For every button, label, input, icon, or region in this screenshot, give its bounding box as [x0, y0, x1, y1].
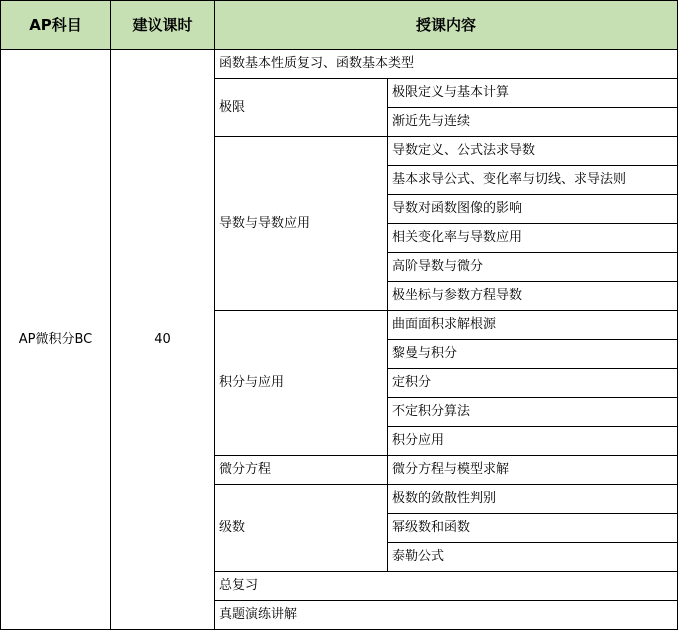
subtopic-cell: 基本求导公式、变化率与切线、求导法则 [388, 166, 678, 195]
topic-cell: 级数 [215, 485, 388, 572]
subtopic-cell: 不定积分算法 [388, 398, 678, 427]
topic-cell: 微分方程 [215, 456, 388, 485]
header-hours: 建议课时 [111, 1, 215, 50]
topic-cell: 导数与导数应用 [215, 137, 388, 311]
subtopic-cell: 微分方程与模型求解 [388, 456, 678, 485]
subject-cell: AP微积分BC [1, 50, 111, 630]
subtopic-cell: 导数定义、公式法求导数 [388, 137, 678, 166]
topic-cell: 真题演练讲解 [215, 601, 678, 630]
subtopic-cell: 泰勒公式 [388, 543, 678, 572]
table-header-row [1, 1, 678, 50]
subtopic-cell: 极限定义与基本计算 [388, 79, 678, 108]
subtopic-cell: 导数对函数图像的影响 [388, 195, 678, 224]
subtopic-cell: 极数的敛散性判别 [388, 485, 678, 514]
subtopic-cell: 黎曼与积分 [388, 340, 678, 369]
table-row [1, 50, 678, 79]
topic-cell: 总复习 [215, 572, 678, 601]
subtopic-cell: 相关变化率与导数应用 [388, 224, 678, 253]
topic-cell: 积分与应用 [215, 311, 388, 456]
subtopic-cell: 渐近先与连续 [388, 108, 678, 137]
subtopic-cell: 高阶导数与微分 [388, 253, 678, 282]
subtopic-cell: 极坐标与参数方程导数 [388, 282, 678, 311]
topic-cell: 函数基本性质复习、函数基本类型 [215, 50, 678, 79]
subtopic-cell: 定积分 [388, 369, 678, 398]
hours-cell: 40 [111, 50, 215, 630]
subtopic-cell: 积分应用 [388, 427, 678, 456]
subtopic-cell: 幂级数和函数 [388, 514, 678, 543]
topic-cell: 极限 [215, 79, 388, 137]
header-subject: AP科目 [1, 1, 111, 50]
header-content: 授课内容 [215, 1, 678, 50]
subtopic-cell: 曲面面积求解根源 [388, 311, 678, 340]
